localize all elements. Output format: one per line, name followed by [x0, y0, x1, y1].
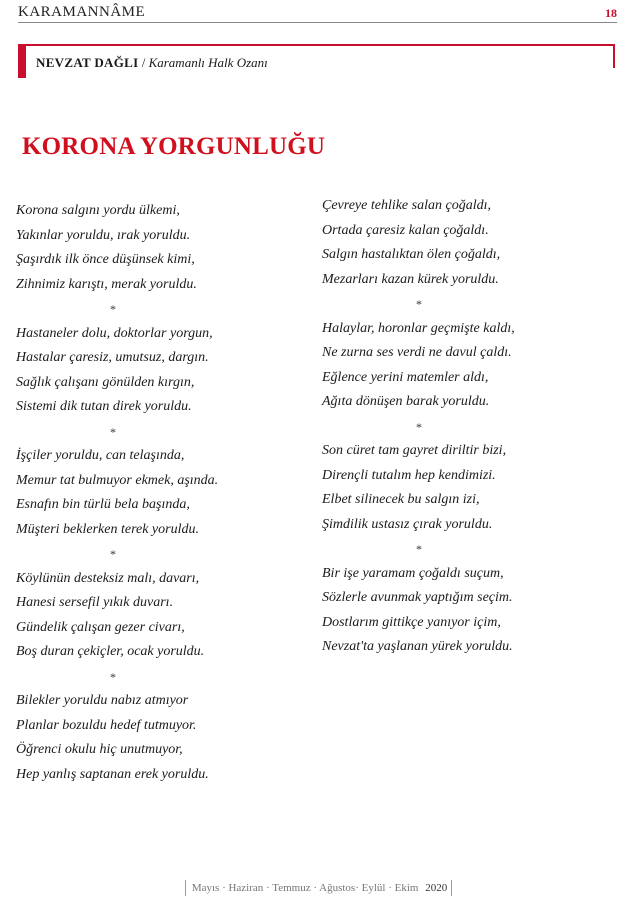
- poem-line: Hastaneler dolu, doktorlar yorgun,: [16, 325, 213, 341]
- poem-line: Planlar bozuldu hedef tutmuyor.: [16, 717, 197, 733]
- poem-column-left: [16, 199, 306, 787]
- magazine-title: KARAMANNÂME: [18, 4, 146, 20]
- poem-line: Dostlarım gittikçe yanıyor içim,: [322, 614, 501, 630]
- poem-line: Memur tat bulmuyor ekmek, aşında.: [16, 472, 219, 488]
- stanza-divider: *: [110, 302, 116, 316]
- stanza-divider: *: [110, 424, 116, 439]
- poem-line: Gündelik çalışan gezer civarı,: [16, 619, 185, 635]
- poem-line: Hanesi sersefil yıkık duvarı.: [16, 595, 174, 610]
- page-number: 18: [605, 6, 617, 20]
- footer-months: Mayıs · Haziran · Temmuz · Ağustos· Eylül · Ekim: [191, 882, 419, 894]
- masthead-rule: [18, 22, 617, 23]
- author-box: [18, 44, 615, 68]
- poem-line: Sistemi dik tutan direk yoruldu.: [16, 399, 192, 414]
- stanza-divider: *: [110, 669, 116, 684]
- footer-year: 2020: [425, 882, 448, 894]
- author-separator: /: [141, 55, 146, 70]
- poem-line: Ne zurna ses verdi ne davul çaldı.: [322, 345, 512, 360]
- poem-line: Yakınlar yoruldu, ırak yoruldu.: [16, 227, 191, 243]
- masthead: [18, 2, 617, 24]
- poem-line: Esnafın bin türlü bela başında,: [16, 497, 190, 512]
- poem-line: Nevzat'ta yaşlanan yürek yoruldu.: [322, 639, 513, 654]
- author-role: Karamanlı Halk Ozanı: [148, 55, 268, 70]
- poem-line: Öğrenci okulu hiç unutmuyor,: [16, 742, 183, 757]
- stanza-divider: *: [416, 297, 422, 311]
- poem-line: Sağlık çalışanı gönülden kırgın,: [16, 374, 195, 390]
- poem-line: Ağıta dönüşen barak yoruldu.: [322, 394, 490, 409]
- stanza: [322, 562, 622, 660]
- stanza: [16, 199, 306, 297]
- stanza: [322, 317, 622, 415]
- poem-line: Halaylar, horonlar geçmişte kaldı,: [322, 320, 515, 336]
- stanza: [16, 567, 306, 665]
- poem-line: Dirençli tutalım hep kendimizi.: [322, 467, 496, 483]
- poem-line: Salgın hastalıktan ölen çoğaldı,: [322, 247, 501, 262]
- stanza: [16, 689, 306, 787]
- stanza: [322, 439, 622, 537]
- poem-line: Ortada çaresiz kalan çoğaldı.: [322, 222, 489, 238]
- stanza-divider: *: [416, 542, 422, 556]
- poem-line: Sözlerle avunmak yaptığım seçim.: [322, 590, 513, 605]
- poem-line: Zihnimiz karıştı, merak yoruldu.: [16, 276, 197, 292]
- stanza-divider: *: [110, 547, 116, 561]
- author-name: NEVZAT DAĞLI: [36, 55, 139, 70]
- poem-line: Elbet silinecek bu salgın izi,: [322, 492, 480, 507]
- poem-line: Bilekler yoruldu nabız atmıyor: [16, 693, 189, 708]
- poem-line: Müşteri beklerken terek yoruldu.: [16, 521, 199, 537]
- stanza-divider: *: [416, 419, 422, 434]
- footer: [0, 880, 637, 896]
- poem-line: İşçiler yoruldu, can telaşında,: [16, 448, 185, 463]
- stanza: [16, 322, 306, 420]
- poem-line: Son cüret tam gayret diriltir bizi,: [322, 443, 507, 458]
- poem-line: Hastalar çaresiz, umutsuz, dargın.: [16, 350, 209, 365]
- poem-line: Mezarları kazan kürek yoruldu.: [322, 271, 499, 287]
- footer-issue: [185, 880, 452, 896]
- poem-line: Çevreye tehlike salan çoğaldı,: [322, 198, 491, 213]
- stanza: [16, 444, 306, 542]
- poem-title: KORONA YORGUNLUĞU: [22, 133, 326, 160]
- poem-line: Köylünün desteksiz malı, davarı,: [16, 570, 200, 586]
- stanza: [322, 194, 622, 292]
- poem-line: Şaşırdık ilk önce düşünsek kimi,: [16, 252, 195, 267]
- author-line: [36, 55, 268, 71]
- poem-line: Şimdilik ustasız çırak yoruldu.: [322, 516, 493, 532]
- author-accent-bar: [18, 44, 26, 78]
- poem-line: Hep yanlış saptanan erek yoruldu.: [16, 766, 209, 782]
- poem-line: Korona salgını yordu ülkemi,: [16, 203, 180, 218]
- poem-line: Bir işe yaramam çoğaldı suçum,: [322, 565, 504, 581]
- poem-line: Boş duran çekiçler, ocak yoruldu.: [16, 644, 205, 659]
- poem-line: Eğlence yerini matemler aldı,: [322, 369, 489, 385]
- poem-column-right: [322, 194, 622, 660]
